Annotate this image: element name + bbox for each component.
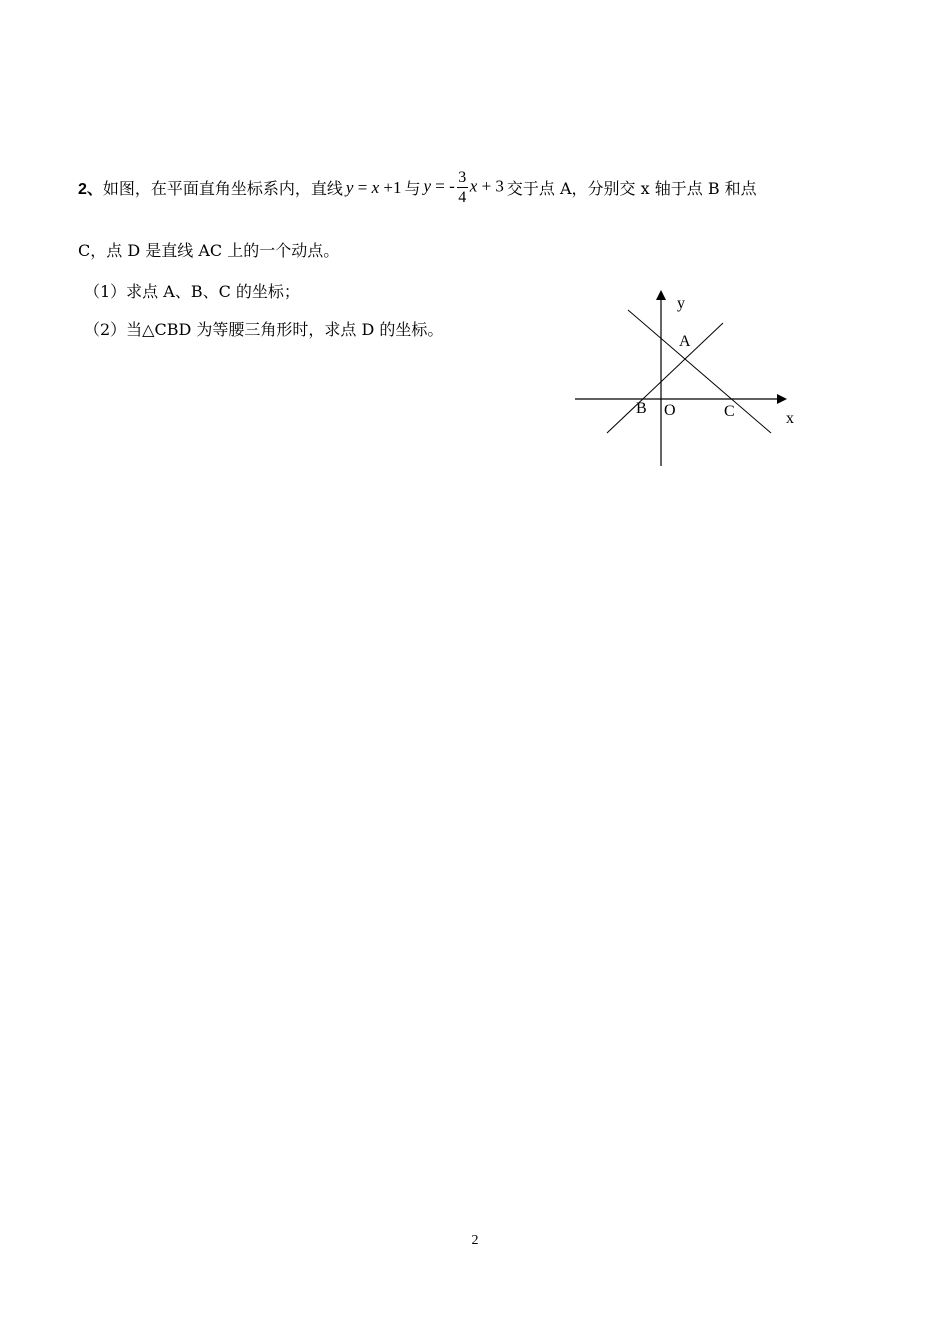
label-c: C	[724, 403, 735, 420]
fraction: $\frac{3}{4}$	[458, 169, 467, 206]
problem-line-2: C，点 D 是直线 AC 上的一个动点。	[78, 241, 340, 260]
problem-line-1	[78, 168, 757, 207]
question-1: （1）求点 A、B、C 的坐标；	[84, 282, 300, 301]
page-number: 2	[471, 1233, 479, 1248]
coordinate-figure	[560, 280, 810, 480]
equation-2: y = - $\frac{3}{4}$ x + 3	[423, 169, 504, 206]
label-x: x	[786, 410, 794, 427]
label-b: B	[636, 400, 647, 417]
label-o: O	[664, 402, 676, 419]
problem-text-part1: 如图，在平面直角坐标系内，直线	[102, 179, 343, 198]
equation-1: y = x +1	[345, 177, 402, 197]
line-ac	[628, 310, 771, 433]
problem-number: 2、	[78, 181, 103, 198]
problem-text-part2: 交于点 A，分别交 x 轴于点 B 和点	[506, 179, 757, 198]
label-y: y	[677, 295, 685, 312]
label-a: A	[679, 333, 691, 350]
question-2: （2）当△CBD 为等腰三角形时，求点 D 的坐标。	[84, 320, 444, 339]
connector-text: 与	[404, 179, 421, 198]
